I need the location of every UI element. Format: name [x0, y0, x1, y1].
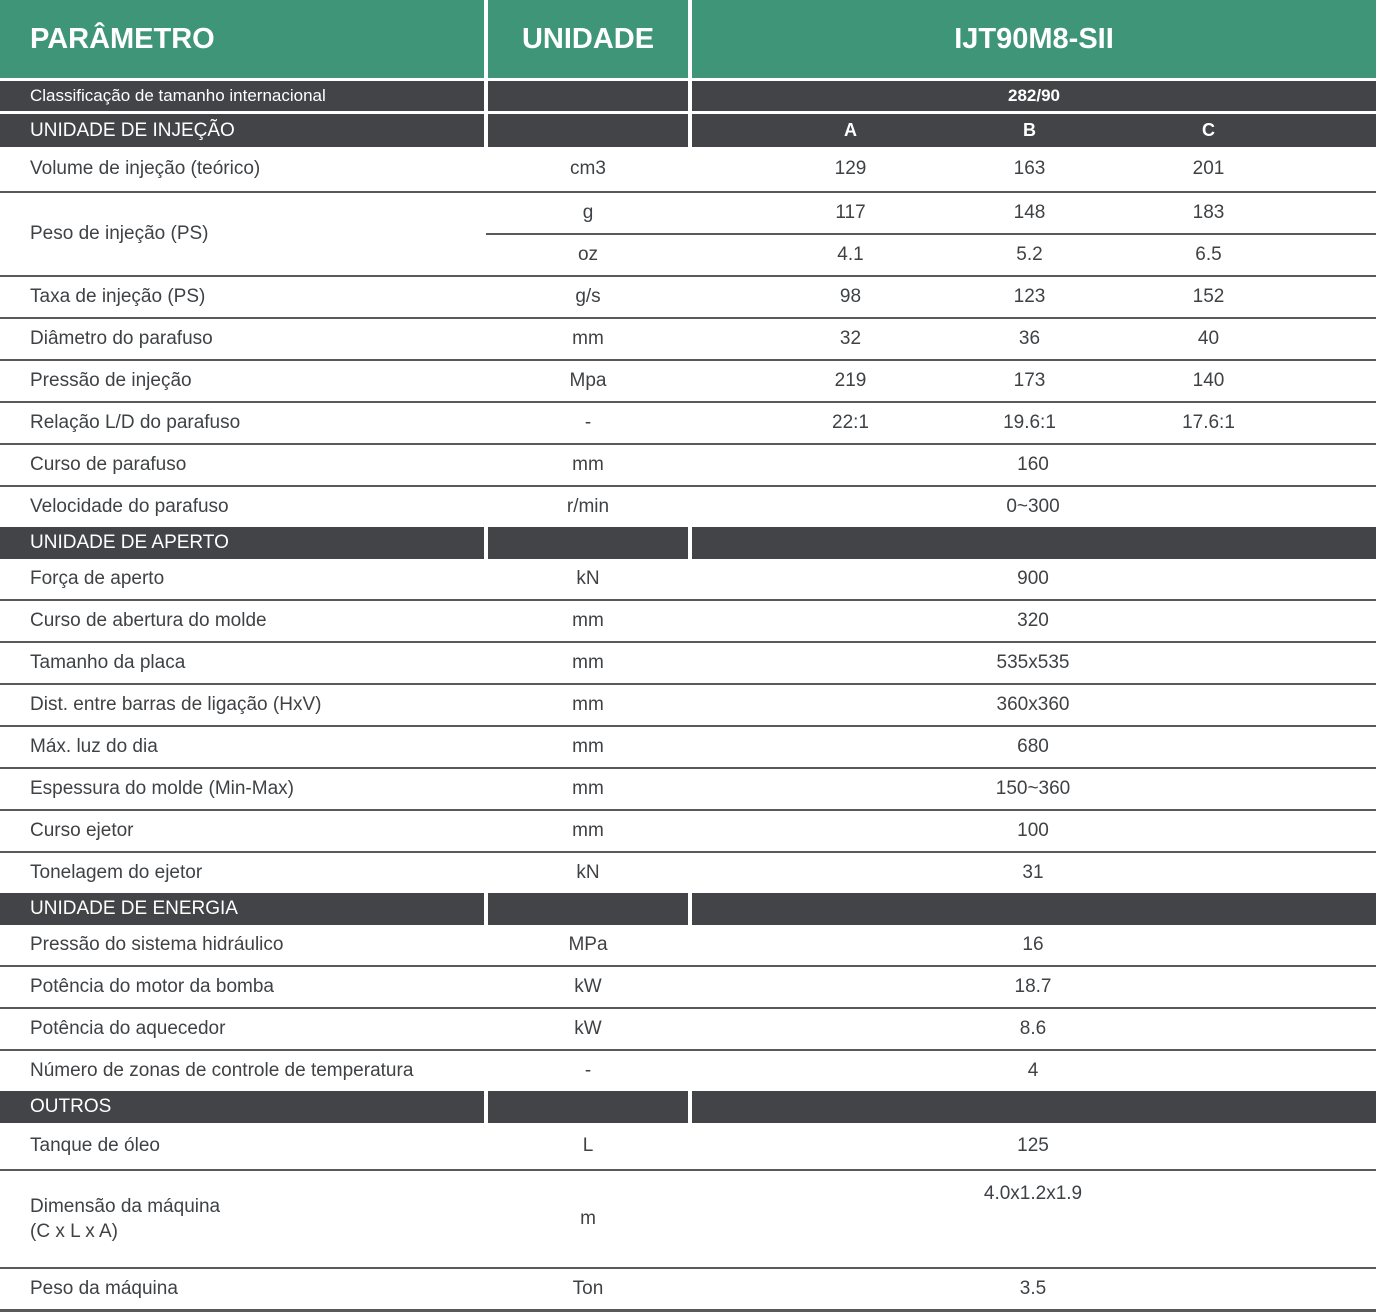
unit-value: Mpa — [486, 360, 690, 402]
size-classification-value: 282/90 — [690, 80, 1376, 113]
param-label: Espessura do molde (Min-Max) — [0, 768, 486, 810]
param-label: Velocidade do parafuso — [30, 496, 229, 517]
value-span: 320 — [690, 600, 1376, 642]
value-span: 3.5 — [690, 1268, 1376, 1311]
spacer-cell — [486, 893, 690, 925]
param-label: Volume de injeção (teórico) — [0, 147, 486, 192]
unit-value: kN — [576, 862, 600, 883]
spec-row — [0, 147, 1376, 192]
value-a: 219 — [761, 360, 940, 402]
section-title-others: OUTROS — [0, 1091, 486, 1123]
spacer-cell — [1298, 276, 1376, 318]
value-span: 4.0x1.2x1.9 — [690, 1170, 1376, 1268]
spec-row — [0, 966, 1376, 1008]
unit-value: mm — [486, 726, 690, 768]
param-label: Relação L/D do parafuso — [0, 402, 486, 444]
spec-row — [0, 726, 1376, 768]
spec-row — [0, 318, 1376, 360]
spacer-cell — [690, 527, 1376, 559]
unit-value: kW — [486, 1008, 690, 1050]
section-header-row-others — [0, 1091, 1376, 1123]
value-span: 160 — [690, 444, 1376, 486]
value-a: 117 — [761, 192, 940, 234]
param-label: Pressão de injeção — [0, 360, 486, 402]
spacer-cell — [690, 318, 761, 360]
unit-value: MPa — [486, 925, 690, 966]
value-b: 163 — [940, 147, 1119, 192]
unit-value: mm — [486, 684, 690, 726]
value-span: 18.7 — [690, 966, 1376, 1008]
value-span: 125 — [690, 1123, 1376, 1170]
value-b: 36 — [940, 318, 1119, 360]
unit-value: mm — [486, 444, 690, 486]
spacer-cell — [690, 402, 761, 444]
spacer-cell — [1298, 113, 1376, 148]
spacer-cell — [690, 147, 761, 192]
spec-row — [0, 402, 1376, 444]
spec-row — [0, 1123, 1376, 1170]
size-classification-row — [0, 80, 1376, 113]
param-label-line2: (C x L x A) — [30, 1221, 118, 1242]
parameter-column-header: PARÂMETRO — [0, 0, 486, 80]
param-label: Potência do aquecedor — [0, 1008, 486, 1050]
spacer-cell — [690, 113, 761, 148]
spacer-cell — [690, 893, 1376, 925]
spec-row — [0, 559, 1376, 600]
spec-row — [0, 276, 1376, 318]
value-c: 201 — [1119, 147, 1298, 192]
section-title-clamping: UNIDADE DE APERTO — [0, 527, 486, 559]
param-label: Curso de parafuso — [0, 444, 486, 486]
unit-value: L — [486, 1123, 690, 1170]
value-span: 150~360 — [690, 768, 1376, 810]
param-label: Diâmetro do parafuso — [0, 318, 486, 360]
param-label: Dist. entre barras de ligação (HxV) — [0, 684, 486, 726]
value-c: 152 — [1119, 276, 1298, 318]
unit-value: mm — [486, 642, 690, 684]
section-title-power: UNIDADE DE ENERGIA — [0, 893, 486, 925]
unit-value: mm — [486, 768, 690, 810]
value-span: 680 — [690, 726, 1376, 768]
size-classification-label: Classificação de tamanho internacional — [0, 80, 486, 113]
param-label: Peso da máquina — [0, 1268, 486, 1311]
value-a: 22:1 — [761, 402, 940, 444]
param-label-line1: Dimensão da máquina — [30, 1196, 221, 1217]
section-header-row-clamping — [0, 527, 1376, 559]
value-c: 6.5 — [1119, 234, 1298, 276]
section-header-row-injection — [0, 113, 1376, 148]
variant-c-header: C — [1119, 113, 1298, 148]
value-span: 360x360 — [690, 684, 1376, 726]
spacer-cell — [690, 360, 761, 402]
value-a: 4.1 — [761, 234, 940, 276]
value-b: 123 — [940, 276, 1119, 318]
unit-value: m — [486, 1170, 690, 1268]
unit-value: mm — [486, 600, 690, 642]
value-span: 31 — [1022, 862, 1044, 883]
spec-row — [0, 852, 1376, 893]
value-span: 8.6 — [690, 1008, 1376, 1050]
section-header-row-power — [0, 893, 1376, 925]
value-span: 0~300 — [1006, 496, 1060, 517]
unit-value: kN — [486, 559, 690, 600]
param-label — [0, 1170, 486, 1268]
unit-column-header: UNIDADE — [486, 0, 690, 80]
unit-value: cm3 — [486, 147, 690, 192]
value-span: 16 — [690, 925, 1376, 966]
spacer-cell — [690, 234, 761, 276]
value-span: 535x535 — [690, 642, 1376, 684]
spec-row — [0, 1170, 1376, 1268]
value-c: 40 — [1119, 318, 1298, 360]
spec-row — [0, 684, 1376, 726]
spacer-cell — [1298, 360, 1376, 402]
spec-row — [0, 1268, 1376, 1311]
value-c: 140 — [1119, 360, 1298, 402]
value-a: 129 — [761, 147, 940, 192]
spec-row — [0, 192, 1376, 234]
param-label: Tonelagem do ejetor — [30, 862, 203, 883]
value-b: 148 — [940, 192, 1119, 234]
spec-row — [0, 1008, 1376, 1050]
spacer-cell — [1298, 234, 1376, 276]
value-c: 183 — [1119, 192, 1298, 234]
spacer-cell — [486, 113, 690, 148]
param-label: Curso ejetor — [0, 810, 486, 852]
model-column-header: IJT90M8-SII — [690, 0, 1376, 80]
param-label: Taxa de injeção (PS) — [0, 276, 486, 318]
spacer-cell — [486, 80, 690, 113]
param-label: Pressão do sistema hidráulico — [0, 925, 486, 966]
spacer-cell — [1298, 147, 1376, 192]
variant-b-header: B — [940, 113, 1119, 148]
value-span: 900 — [690, 559, 1376, 600]
spec-row — [0, 642, 1376, 684]
spacer-cell — [690, 276, 761, 318]
param-label: Tamanho da placa — [0, 642, 486, 684]
unit-value: g — [486, 192, 690, 234]
value-c: 17.6:1 — [1119, 402, 1298, 444]
spacer-cell — [486, 1091, 690, 1123]
section-title-injection: UNIDADE DE INJEÇÃO — [0, 113, 486, 148]
value-a: 98 — [761, 276, 940, 318]
value-b: 173 — [940, 360, 1119, 402]
spacer-cell — [690, 192, 761, 234]
unit-value: g/s — [486, 276, 690, 318]
unit-value: kW — [486, 966, 690, 1008]
spec-row — [0, 600, 1376, 642]
spec-row — [0, 444, 1376, 486]
spec-row — [0, 768, 1376, 810]
param-label: Tanque de óleo — [0, 1123, 486, 1170]
value-b: 5.2 — [940, 234, 1119, 276]
spec-row — [0, 925, 1376, 966]
spacer-cell — [486, 527, 690, 559]
param-label: Curso de abertura do molde — [0, 600, 486, 642]
spec-row — [0, 1050, 1376, 1091]
value-span: 4 — [1027, 1060, 1039, 1081]
value-b: 19.6:1 — [940, 402, 1119, 444]
spec-row — [0, 810, 1376, 852]
unit-value: - — [584, 1060, 592, 1081]
spacer-cell — [690, 1091, 1376, 1123]
unit-value: mm — [486, 810, 690, 852]
value-span: 100 — [690, 810, 1376, 852]
param-label: Máx. luz do dia — [0, 726, 486, 768]
unit-value: Ton — [486, 1268, 690, 1311]
unit-value: mm — [486, 318, 690, 360]
spec-row — [0, 360, 1376, 402]
value-a: 32 — [761, 318, 940, 360]
unit-value: r/min — [566, 496, 610, 517]
spacer-cell — [1298, 192, 1376, 234]
param-label: Número de zonas de controle de temperatura — [30, 1060, 414, 1081]
variant-a-header: A — [761, 113, 940, 148]
unit-value: oz — [486, 234, 690, 276]
param-label: Força de aperto — [0, 559, 486, 600]
spec-row — [0, 486, 1376, 527]
param-label: Potência do motor da bomba — [0, 966, 486, 1008]
spacer-cell — [1298, 318, 1376, 360]
unit-value: - — [486, 402, 690, 444]
param-label: Peso de injeção (PS) — [0, 192, 486, 276]
spacer-cell — [1298, 402, 1376, 444]
table-header-row — [0, 0, 1376, 80]
